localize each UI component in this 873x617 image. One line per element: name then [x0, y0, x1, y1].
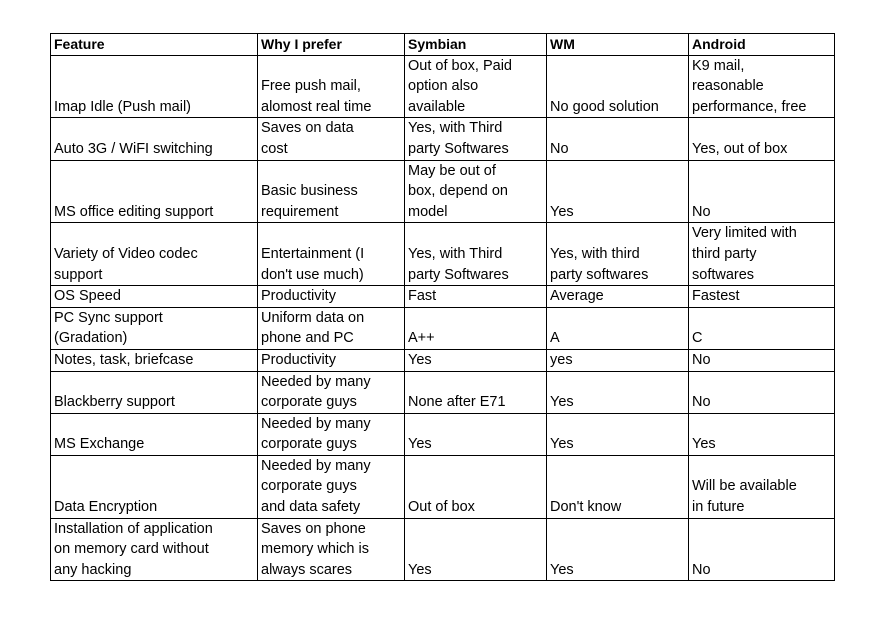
table-row	[51, 55, 835, 118]
table-row	[51, 455, 835, 518]
cell-symbian: Yes	[405, 413, 547, 455]
cell-symbian: A++	[405, 307, 547, 349]
cell-why: Entertainment (I don't use much)	[258, 223, 405, 286]
cell-wm: No	[547, 118, 689, 160]
cell-symbian: None after E71	[405, 371, 547, 413]
cell-wm: Average	[547, 286, 689, 308]
cell-android: No	[689, 349, 835, 371]
cell-android: K9 mail, reasonable performance, free	[689, 55, 835, 118]
cell-android: No	[689, 371, 835, 413]
cell-symbian: Yes	[405, 518, 547, 581]
cell-wm: Yes	[547, 413, 689, 455]
cell-android: Will be available in future	[689, 455, 835, 518]
cell-why: Basic business requirement	[258, 160, 405, 223]
header-symbian: Symbian	[405, 34, 547, 56]
header-why-i-prefer: Why I prefer	[258, 34, 405, 56]
cell-why: Uniform data on phone and PC	[258, 307, 405, 349]
cell-feature: Data Encryption	[51, 455, 258, 518]
comparison-table	[50, 33, 835, 581]
cell-wm: Yes	[547, 371, 689, 413]
cell-symbian: Yes	[405, 349, 547, 371]
cell-feature: OS Speed	[51, 286, 258, 308]
cell-wm: yes	[547, 349, 689, 371]
cell-feature: Blackberry support	[51, 371, 258, 413]
cell-feature: MS office editing support	[51, 160, 258, 223]
cell-feature: Variety of Video codec support	[51, 223, 258, 286]
table-row	[51, 118, 835, 160]
cell-symbian: May be out of box, depend on model	[405, 160, 547, 223]
header-wm: WM	[547, 34, 689, 56]
cell-android: Yes	[689, 413, 835, 455]
cell-why: Needed by many corporate guys and data safety	[258, 455, 405, 518]
table-header-row	[51, 34, 835, 56]
header-feature: Feature	[51, 34, 258, 56]
cell-android: Very limited with third party softwares	[689, 223, 835, 286]
table-row	[51, 307, 835, 349]
cell-feature: Imap Idle (Push mail)	[51, 55, 258, 118]
cell-symbian: Fast	[405, 286, 547, 308]
header-android: Android	[689, 34, 835, 56]
cell-why: Saves on phone memory which is always scares	[258, 518, 405, 581]
document-page	[50, 33, 835, 581]
cell-feature: PC Sync support (Gradation)	[51, 307, 258, 349]
cell-why: Productivity	[258, 286, 405, 308]
table-row	[51, 518, 835, 581]
table-row	[51, 371, 835, 413]
cell-symbian: Out of box, Paid option also available	[405, 55, 547, 118]
table-row	[51, 413, 835, 455]
cell-why: Saves on data cost	[258, 118, 405, 160]
cell-wm: Yes	[547, 518, 689, 581]
cell-why: Needed by many corporate guys	[258, 413, 405, 455]
cell-wm: Yes, with third party softwares	[547, 223, 689, 286]
cell-wm: No good solution	[547, 55, 689, 118]
cell-feature: Auto 3G / WiFI switching	[51, 118, 258, 160]
table-row	[51, 160, 835, 223]
cell-feature: MS Exchange	[51, 413, 258, 455]
cell-feature: Installation of application on memory card without any hacking	[51, 518, 258, 581]
cell-why: Free push mail, alomost real time	[258, 55, 405, 118]
cell-android: C	[689, 307, 835, 349]
table-row	[51, 349, 835, 371]
cell-wm: A	[547, 307, 689, 349]
cell-why: Needed by many corporate guys	[258, 371, 405, 413]
table-row	[51, 286, 835, 308]
cell-android: Fastest	[689, 286, 835, 308]
cell-why: Productivity	[258, 349, 405, 371]
cell-wm: Yes	[547, 160, 689, 223]
cell-symbian: Yes, with Third party Softwares	[405, 223, 547, 286]
table-row	[51, 223, 835, 286]
cell-android: Yes, out of box	[689, 118, 835, 160]
cell-android: No	[689, 518, 835, 581]
cell-symbian: Yes, with Third party Softwares	[405, 118, 547, 160]
cell-wm: Don't know	[547, 455, 689, 518]
cell-android: No	[689, 160, 835, 223]
cell-symbian: Out of box	[405, 455, 547, 518]
cell-feature: Notes, task, briefcase	[51, 349, 258, 371]
